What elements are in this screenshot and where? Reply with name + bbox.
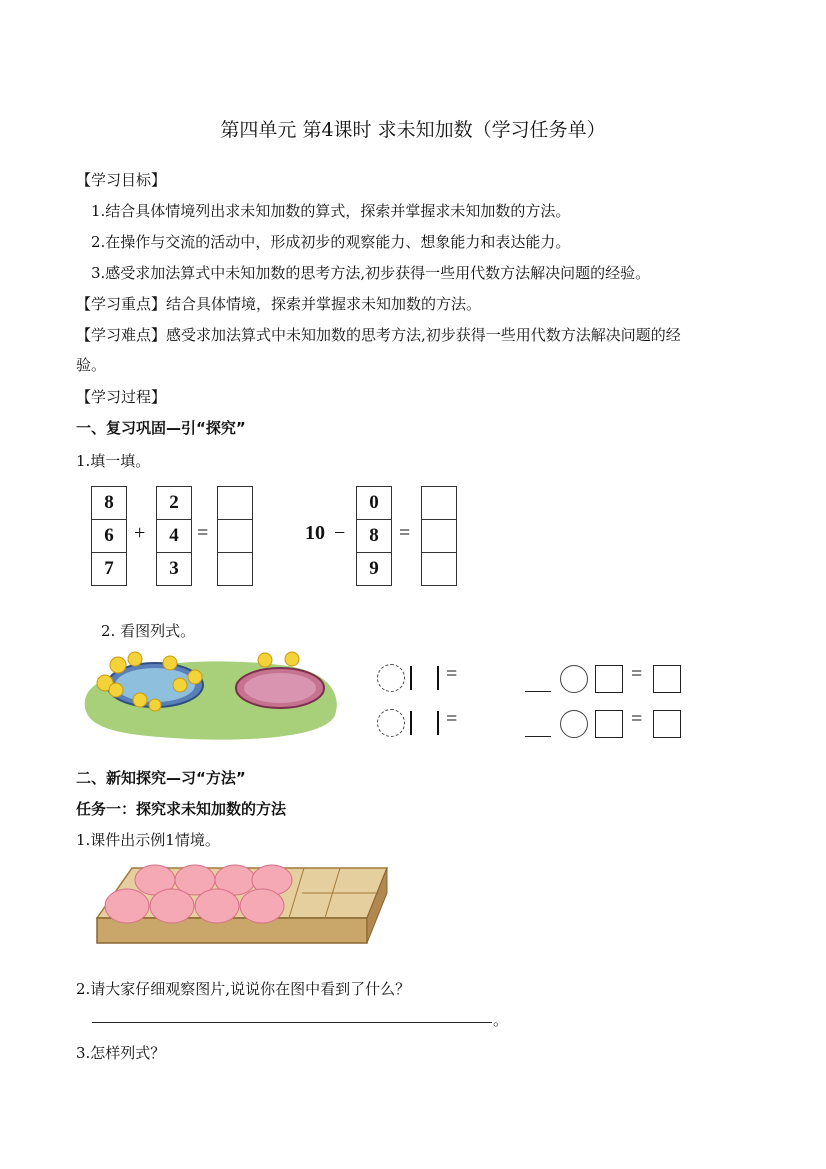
difficulty-point-cont: 验。 xyxy=(76,356,107,374)
answer-column[interactable] xyxy=(421,486,457,586)
question-1: 1.填一填。 xyxy=(76,452,151,470)
answer-column[interactable] xyxy=(217,486,253,586)
answer-cell[interactable] xyxy=(218,520,252,553)
difficulty-point: 【学习难点】感受求加法算式中未知加数的思考方法,初步获得一些用代数方法解决问题的经 xyxy=(76,326,681,344)
equals-sign: = xyxy=(631,663,643,685)
number-cell: 6 xyxy=(92,520,126,553)
operator-circle[interactable] xyxy=(377,709,405,737)
answer-cell[interactable] xyxy=(422,487,456,520)
objective-item: 1.结合具体情境列出求未知加数的算式，探索并掌握求未知加数的方法。 xyxy=(91,202,571,220)
answer-box[interactable] xyxy=(653,710,681,738)
blank-line[interactable] xyxy=(525,736,551,737)
answer-cell[interactable] xyxy=(422,553,456,585)
box-left-edge xyxy=(410,711,412,735)
answer-cell[interactable] xyxy=(218,553,252,585)
page-title: 第四单元 第4课时 求未知加数（学习任务单） xyxy=(220,119,606,141)
section1-heading: 一、复习巩固—引“探究” xyxy=(76,419,246,437)
answer-box[interactable] xyxy=(653,665,681,693)
minuend: 10 xyxy=(305,522,325,544)
process-heading: 【学习过程】 xyxy=(76,388,167,406)
operator-circle[interactable] xyxy=(560,665,588,693)
section2-heading: 二、新知探究—习“方法” xyxy=(76,769,246,787)
minus-sign: − xyxy=(334,522,346,544)
answer-line[interactable] xyxy=(92,1022,492,1023)
number-cell: 2 xyxy=(157,487,191,520)
number-cell: 8 xyxy=(92,487,126,520)
number-cell: 3 xyxy=(169,558,179,579)
objective-item: 3.感受求加法算式中未知加数的思考方法,初步获得一些用代数方法解决问题的经验。 xyxy=(91,264,651,282)
equals-sign: = xyxy=(446,663,458,685)
number-cell: 9 xyxy=(369,558,379,579)
answer-cell[interactable] xyxy=(218,487,252,520)
number-cell: 7 xyxy=(104,558,114,579)
box-left-edge xyxy=(410,666,412,690)
equals-sign: = xyxy=(446,708,458,730)
operator-circle[interactable] xyxy=(377,664,405,692)
box-right-edge xyxy=(437,666,439,690)
number-column xyxy=(156,486,192,586)
box-right-edge xyxy=(437,711,439,735)
answer-box[interactable] xyxy=(595,665,623,693)
operator-circle[interactable] xyxy=(560,710,588,738)
equals-sign: = xyxy=(399,522,411,544)
number-cell: 8 xyxy=(357,520,391,553)
objective-item: 2.在操作与交流的活动中，形成初步的观察能力、想象能力和表达能力。 xyxy=(91,233,571,251)
answer-box[interactable] xyxy=(595,710,623,738)
number-column xyxy=(356,486,392,586)
equals-sign: = xyxy=(631,708,643,730)
equals-sign: = xyxy=(197,522,209,544)
question-2: 2.请大家仔细观察图片,说说你在图中看到了什么？ xyxy=(76,980,411,998)
objectives-heading: 【学习目标】 xyxy=(76,171,167,189)
number-cell: 0 xyxy=(357,487,391,520)
number-cell: 4 xyxy=(157,520,191,553)
task1-heading: 任务一：探究求未知加数的方法 xyxy=(76,800,287,818)
plus-sign: + xyxy=(134,522,146,544)
key-point: 【学习重点】结合具体情境，探索并掌握求未知加数的方法。 xyxy=(76,295,482,313)
chicks-pond-illustration xyxy=(80,645,340,745)
peach-tray-illustration xyxy=(92,858,392,950)
question-2: 2. 看图列式。 xyxy=(101,622,196,640)
blank-line[interactable] xyxy=(525,691,551,692)
question-3: 3.怎样列式？ xyxy=(76,1044,166,1062)
question-1: 1.课件出示例1情境。 xyxy=(76,831,220,849)
answer-cell[interactable] xyxy=(422,520,456,553)
number-column xyxy=(91,486,127,586)
period: 。 xyxy=(493,1011,509,1029)
